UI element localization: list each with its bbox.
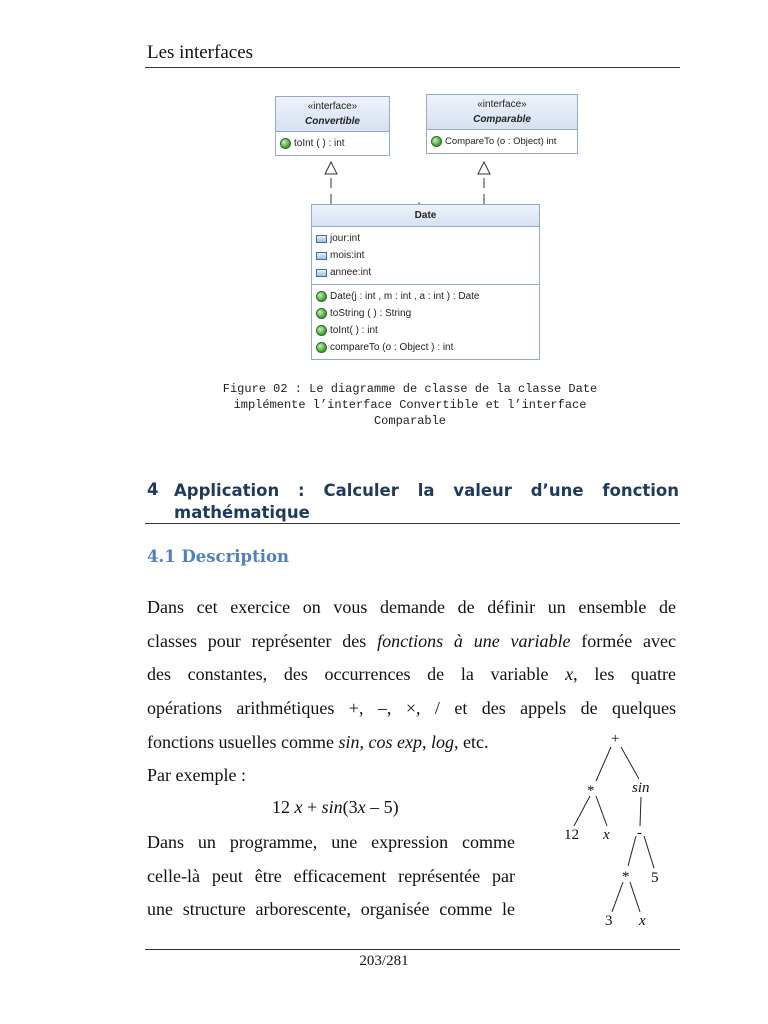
convertible-name: Convertible <box>304 116 360 127</box>
caption-line: Comparable <box>373 414 446 428</box>
section-title-line2: mathématique <box>174 503 310 522</box>
tree-node-multiply: * <box>587 783 595 799</box>
page-number: 203/281 <box>359 953 409 969</box>
paragraph-line: classes pour représenter des fonctions à une variable formée avec <box>147 631 676 651</box>
caption-line: implémente l’interface Convertible et l’interface <box>233 398 587 412</box>
paragraph-line: Par exemple : <box>147 765 246 785</box>
page-header-title: Les interfaces <box>147 42 254 63</box>
footer-divider <box>145 949 680 950</box>
tree-node-plus: + <box>611 731 620 747</box>
tree-node-minus: - <box>637 825 642 841</box>
section-number: 4 <box>147 480 159 499</box>
date-method: Date(j : int , m : int , a : int ) : Date <box>330 291 480 302</box>
comparable-method: CompareTo (o : Object) int <box>445 136 557 147</box>
paragraph-line: des constantes, des occurrences de la variable x, les quatre <box>147 664 676 684</box>
convertible-method: toInt ( ) : int <box>294 138 345 149</box>
comparable-name: Comparable <box>473 114 531 125</box>
paragraph-line: Dans un programme, une expression comme <box>147 832 515 852</box>
tree-node-variable: x <box>639 913 646 929</box>
date-method: toInt( ) : int <box>330 325 378 336</box>
tree-node-multiply: * <box>622 869 630 885</box>
tree-node-constant: 12 <box>564 827 579 843</box>
tree-node-variable: x <box>603 827 610 843</box>
tree-node-sin: sin <box>632 780 650 796</box>
paragraph-line: opérations arithmétiques +, –, ×, / et des appels de quelques <box>147 698 676 718</box>
date-attribute: mois:int <box>330 250 365 261</box>
date-attribute: annee:int <box>330 267 372 278</box>
comparable-stereotype: «interface» <box>477 99 527 110</box>
convertible-stereotype: «interface» <box>307 101 358 112</box>
date-method: compareTo (o : Object ) : int <box>330 342 454 353</box>
caption-line: Figure 02 : Le diagramme de classe de la classe Date <box>222 382 598 396</box>
paragraph-line: celle-là peut être efficacement représentée par <box>147 866 515 886</box>
section-title-line1: Application : Calculer la valeur d’une fonction <box>174 481 679 500</box>
paragraph-line: une structure arborescente, organisée comme le <box>147 899 515 919</box>
date-attribute: jour:int <box>330 233 361 244</box>
date-method: toString ( ) : String <box>330 308 412 319</box>
paragraph-line: fonctions usuelles comme sin, cos exp, log, etc. <box>147 732 489 752</box>
date-class-name: Date <box>414 210 437 221</box>
tree-node-constant: 3 <box>605 913 613 929</box>
example-formula: 12 x + sin(3x – 5) <box>272 797 399 817</box>
paragraph-line: Dans cet exercice on vous demande de définir un ensemble de <box>147 597 676 617</box>
subsection-title: 4.1 Description <box>147 547 289 566</box>
tree-node-constant: 5 <box>651 870 659 886</box>
